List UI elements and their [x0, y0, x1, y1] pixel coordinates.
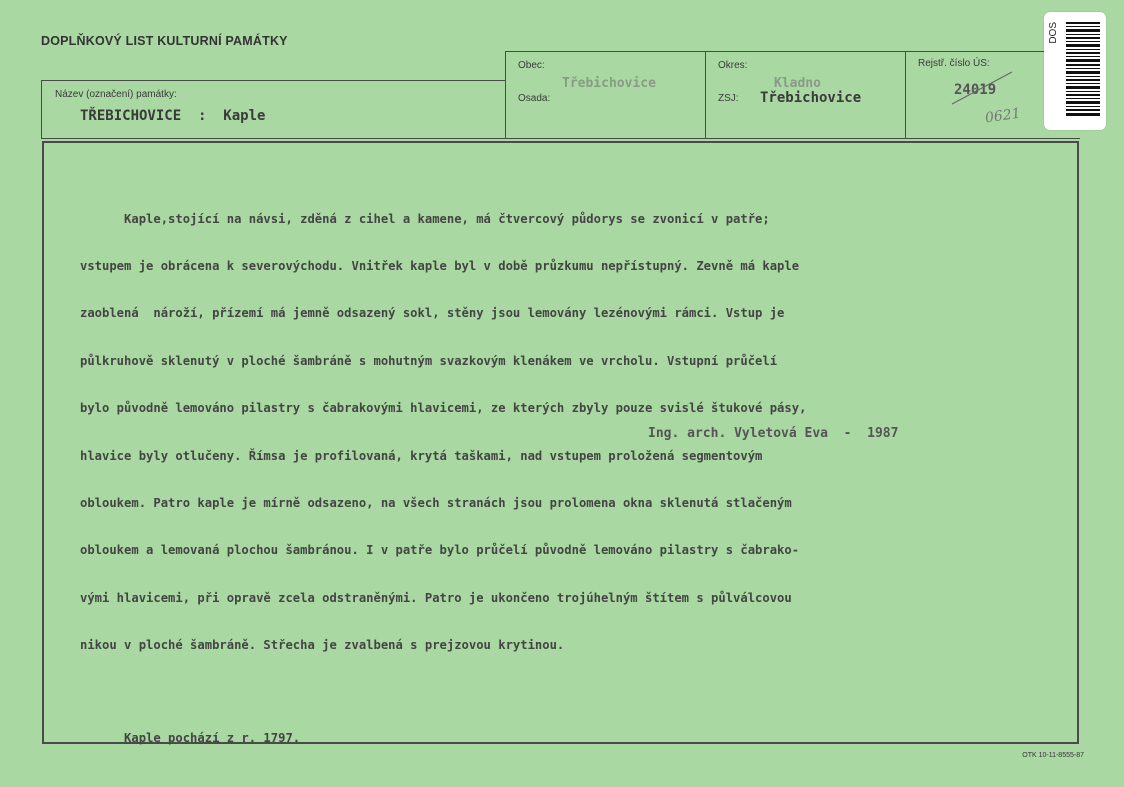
- name-box-top-line: [41, 80, 505, 81]
- author-signature: Ing. arch. Vyletová Eva - 1987: [648, 426, 899, 441]
- form-title: DOPLŇKOVÝ LIST KULTURNÍ PAMÁTKY: [41, 34, 288, 48]
- rejstr-value: 24019: [954, 82, 997, 98]
- paragraph-line: obloukem. Patro kaple je mírně odsazeno, na všech stranách jsou prolomena okna sklenutá stlačeným: [80, 495, 792, 510]
- divider-okres: [705, 51, 706, 138]
- paragraph-line: vými hlavicemi, při opravě zcela odstraněnými. Patro je ukončeno trojúhelným štítem s půlválcovou: [80, 590, 792, 605]
- paragraph-line: půlkruhově sklenutý v ploché šambráně s mohutným svazkovým klenákem ve vrcholu. Vstupní průčelí: [80, 353, 778, 368]
- zsj-label: ZSJ:: [718, 93, 739, 104]
- paragraph-line: zaoblená nároží, přízemí má jemně odsazený sokl, stěny jsou lemovány lezénovými rámci. Vstup je: [80, 306, 785, 321]
- header-top-line: [505, 51, 1080, 52]
- rejstr-label: Rejstř. číslo ÚS:: [918, 58, 990, 69]
- divider-obec: [505, 51, 506, 138]
- okres-label: Okres:: [718, 60, 748, 71]
- footer-code: OTK 10-11-8555-87: [1022, 752, 1084, 759]
- header-bottom-line: [41, 138, 1080, 139]
- zsj-value: Třebichovice: [760, 90, 862, 106]
- name-box-left-line: [41, 80, 42, 138]
- paragraph-line: vstupem je obrácena k severovýchodu. Vnitřek kaple byl v době průzkumu nepřístupný. Zevně má kaple: [80, 258, 800, 273]
- description-paragraph: [80, 180, 1060, 763]
- origin-line: Kaple pochází z r. 1797.: [80, 731, 301, 746]
- name-value: TŘEBICHOVICE : Kaple: [80, 108, 266, 124]
- barcode-icon: [1066, 20, 1100, 120]
- obec-value: Třebichovice: [562, 76, 656, 91]
- paragraph-line: nikou v ploché šambráně. Střecha je zvalbená s prejzovou krytinou.: [80, 638, 565, 653]
- paragraph-line: obloukem a lemovaná plochou šambránou. I v patře bylo průčelí původně lemováno pilastry s čabrako-: [80, 543, 800, 558]
- okres-value: Kladno: [774, 76, 821, 91]
- strikethrough-mark: [950, 70, 1020, 110]
- osada-label: Osada:: [518, 93, 551, 104]
- divider-rejstr: [905, 51, 906, 138]
- sticker-code: DOS: [1048, 22, 1059, 44]
- rejstr-handwritten: 0621: [984, 105, 1022, 127]
- name-label: Název (označení) památky:: [55, 89, 177, 100]
- paragraph-line: hlavice byly otlučeny. Římsa je profilovaná, krytá taškami, nad vstupem proložená segmentovým: [80, 448, 763, 463]
- paragraph-line: Kaple,stojící na návsi, zděná z cihel a kamene, má čtvercový půdorys se zvonicí v patře;: [80, 211, 770, 226]
- paragraph-line: bylo původně lemováno pilastry s čabrakovými hlavicemi, ze kterých zbyly pouze svislé štukové pásy,: [80, 401, 807, 416]
- obec-label: Obec:: [518, 60, 545, 71]
- barcode-sticker: [1044, 12, 1106, 130]
